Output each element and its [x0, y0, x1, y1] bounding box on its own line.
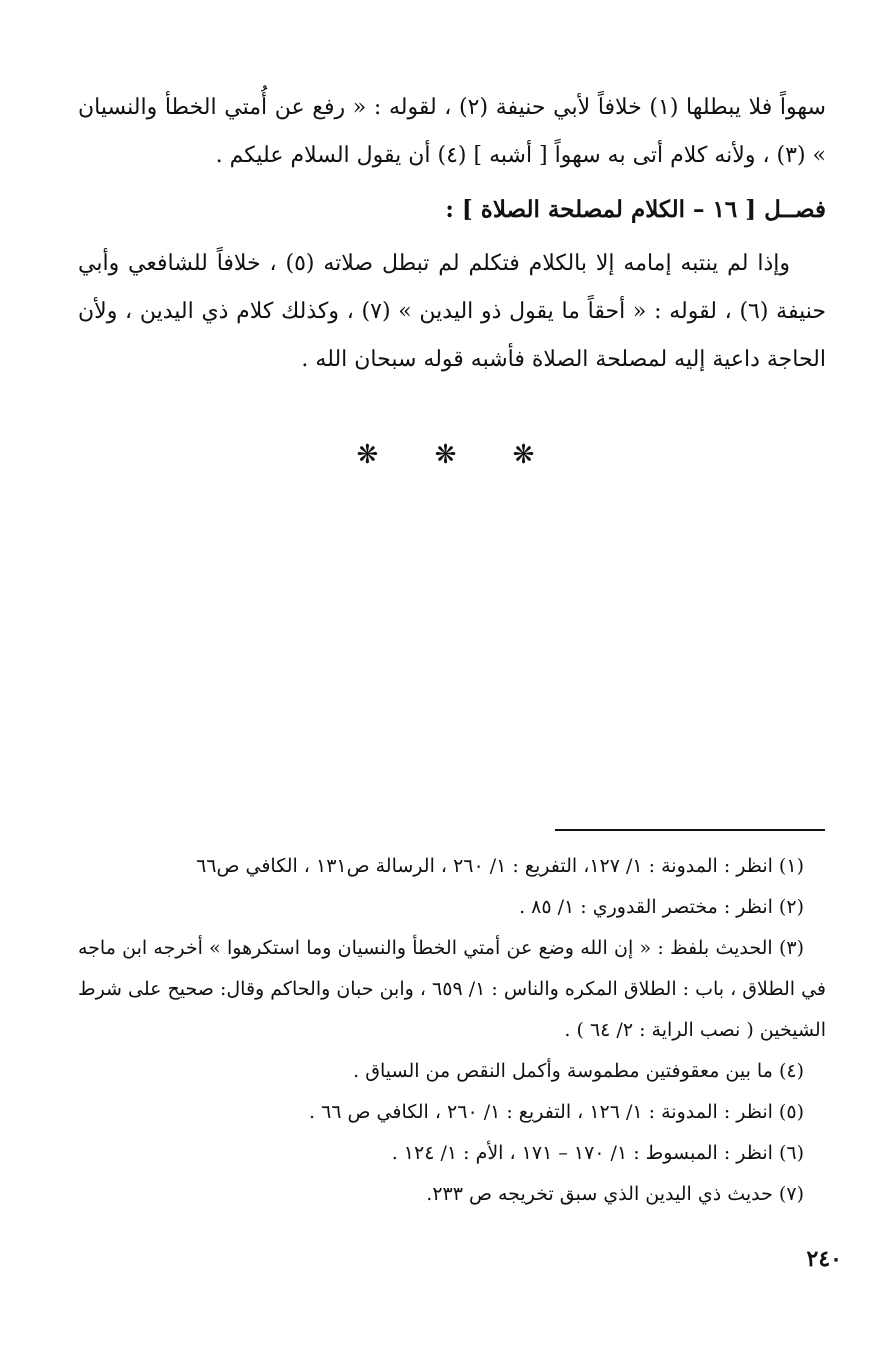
- separator-star: ❋: [356, 440, 379, 470]
- section-heading: [78, 180, 826, 240]
- main-text: [78, 84, 826, 384]
- section-heading-title: [ ١٦ – الكلام لمصلحة الصلاة ] :: [445, 196, 757, 223]
- separator-star: ❋: [434, 440, 457, 470]
- footnote-1: (١) انظر : المدونة : ١/ ١٢٧، التفريع : ١/ ٢٦٠ ، الرسالة ص١٣١ ، الكافي ص٦٦: [196, 855, 804, 877]
- footnote-7: (٧) حديث ذي اليدين الذي سبق تخريجه ص ٢٣٣.: [426, 1183, 804, 1205]
- paragraph-1: سهواً فلا يبطلها (١) خلافاً لأبي حنيفة (٢) ، لقوله : « رفع عن أُمتي الخطأ والنسيان » (٣) ، ولأنه كلام أتى به سهواً [ أشبه ] (٤) أن يقول السلام عليكم .: [78, 95, 826, 168]
- page-number: ٢٤٠: [806, 1246, 842, 1272]
- footnote-5: (٥) انظر : المدونة : ١/ ١٢٦ ، التفريع : ١/ ٢٦٠ ، الكافي ص ٦٦ .: [308, 1101, 804, 1123]
- footnote-6: (٦) انظر : المبسوط : ١/ ١٧٠ – ١٧١ ، الأم : ١/ ١٢٤ .: [391, 1142, 804, 1164]
- footnote-3: (٣) الحديث بلفظ : « إن الله وضع عن أمتي الخطأ والنسيان وما استكرهوا » أخرجه ابن ماجه في الطلاق ، باب : الطلاق المكره والناس : ١/ ٦٥٩ ، وابن حبان والحاكم وقال: صحيح على شرط الشيخين ( نصب الراية : ٢/ ٦٤ ) .: [78, 937, 826, 1041]
- separator-star: ❋: [512, 440, 535, 470]
- section-separator: [0, 440, 891, 470]
- footnote-4: (٤) ما بين معقوفتين مطموسة وأكمل النقص من السياق .: [353, 1060, 804, 1082]
- footnote-2: (٢) انظر : مختصر القدوري : ١/ ٨٥ .: [519, 896, 804, 918]
- paragraph-2: وإذا لم ينتبه إمامه إلا بالكلام فتكلم لم تبطل صلاته (٥) ، خلافاً للشافعي وأبي حنيفة (٦) ، لقوله : « أحقاً ما يقول ذو اليدين » (٧) ، وكذلك كلام ذي اليدين ، ولأن الحاجة داعية إليه لمصلحة الصلاة فأشبه قوله سبحان الله .: [78, 251, 826, 372]
- footnotes: [78, 846, 826, 1215]
- footnote-divider: [555, 829, 825, 831]
- section-heading-prefix: فصــل: [764, 196, 826, 223]
